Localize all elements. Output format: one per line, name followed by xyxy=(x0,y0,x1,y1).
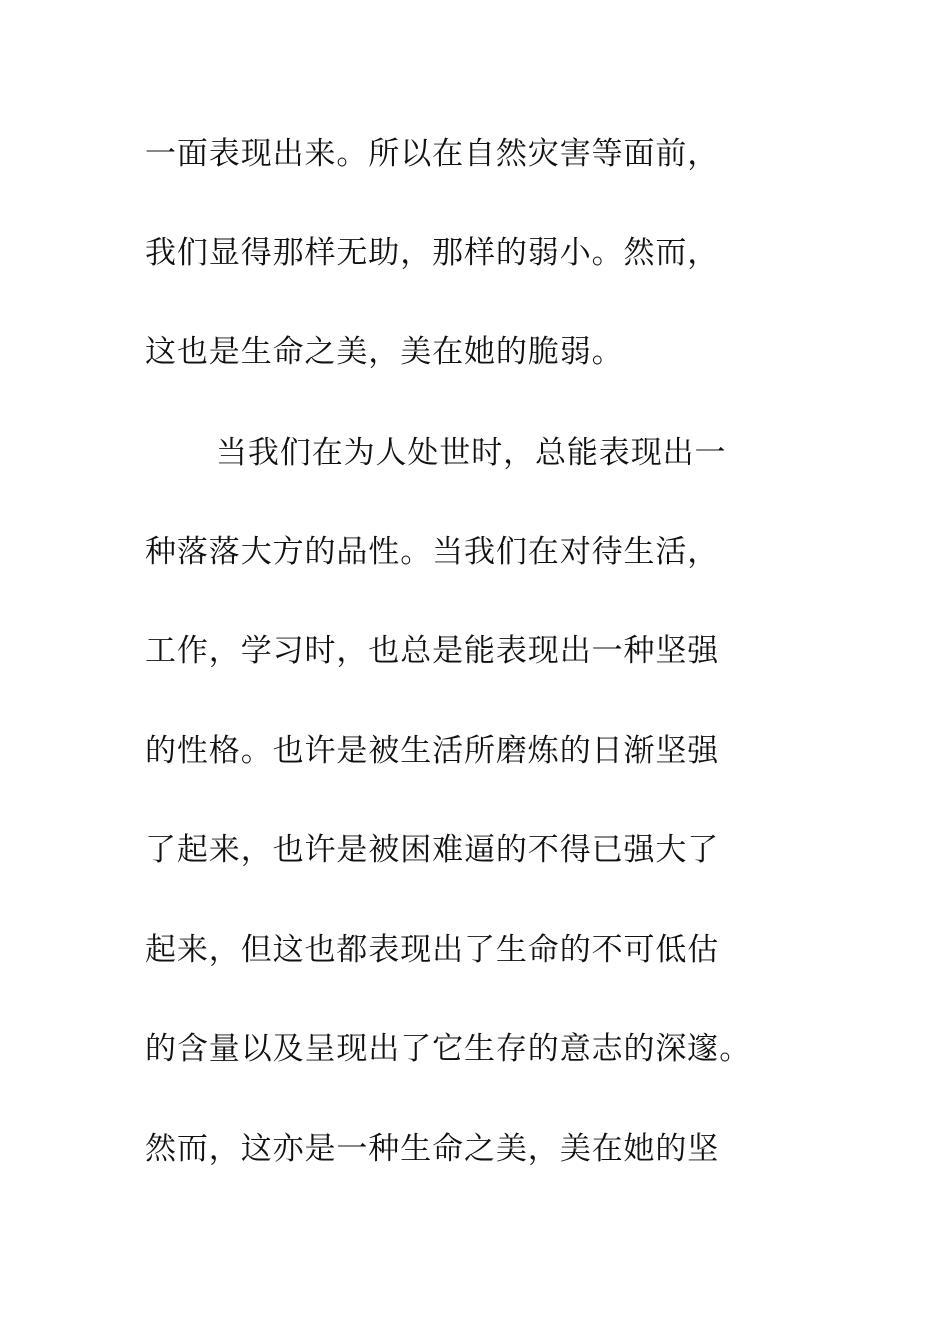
text-line: 我们显得那样无助，那样的弱小。然而， xyxy=(145,235,720,271)
text-line: 的含量以及呈现出了它生存的意志的深邃。 xyxy=(145,1031,752,1067)
text-line: 然而，这亦是一种生命之美，美在她的坚 xyxy=(145,1131,720,1167)
text-line: 起来，但这也都表现出了生命的不可低估 xyxy=(145,932,720,968)
text-line: 一面表现出来。所以在自然灾害等面前， xyxy=(145,136,720,172)
text-line: 了起来，也许是被困难逼的不得已强大了 xyxy=(145,832,720,868)
text-line: 工作，学习时，也总是能表现出一种坚强 xyxy=(145,633,720,669)
paragraph-first-line: 当我们在为人处世时，总能表现出一 xyxy=(216,435,727,471)
text-line: 的性格。也许是被生活所磨炼的日渐坚强 xyxy=(145,733,720,769)
text-line: 种落落大方的品性。当我们在对待生活， xyxy=(145,534,720,570)
text-line: 这也是生命之美，美在她的脆弱。 xyxy=(145,334,624,370)
